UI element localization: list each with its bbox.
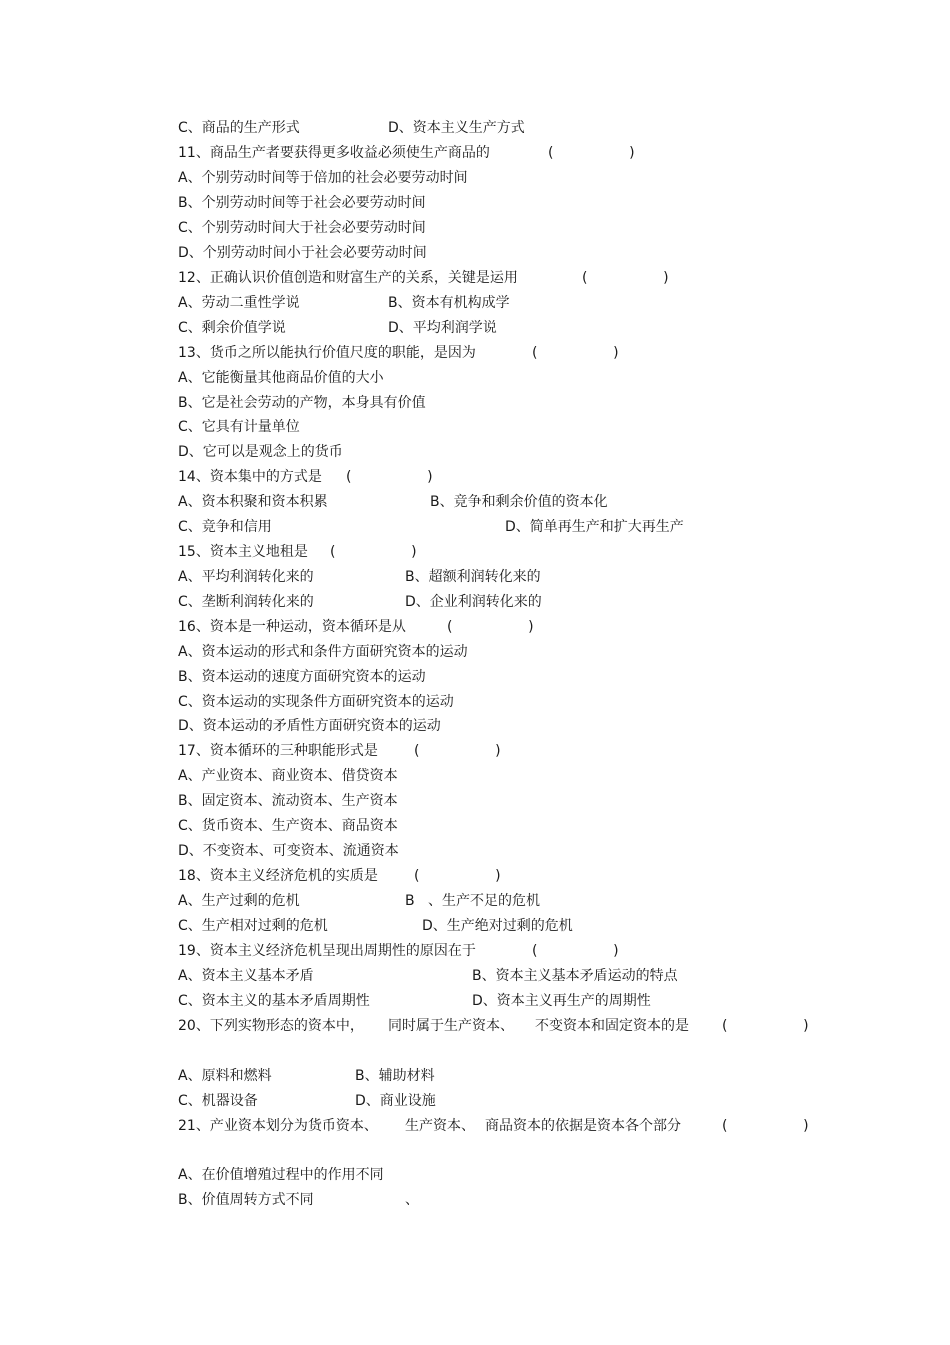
option-b: B、竞争和剩余价值的资本化 xyxy=(430,494,608,510)
option-a: A、个别劳动时间等于倍加的社会必要劳动时间 xyxy=(178,170,468,186)
option-c: C、机器设备 xyxy=(178,1093,258,1109)
option-b: B、超额利润转化来的 xyxy=(405,569,541,585)
option-d: D、资本主义再生产的周期性 xyxy=(472,993,651,1009)
question-16: 16、资本是一种运动，资本循环是从 xyxy=(178,619,406,635)
option-c: C、生产相对过剩的危机 xyxy=(178,918,328,934)
option-a: A、资本积聚和资本积累 xyxy=(178,494,328,510)
option-c: C、个别劳动时间大于社会必要劳动时间 xyxy=(178,220,426,236)
option-a: A、它能衡量其他商品价值的大小 xyxy=(178,370,384,386)
question-11: 11、商品生产者要获得更多收益必须使生产商品的 xyxy=(178,145,490,161)
option-c: C、它具有计量单位 xyxy=(178,419,300,435)
answer-blank: ( ) xyxy=(722,1118,809,1134)
option-c: C、垄断利润转化来的 xyxy=(178,594,314,610)
question-14: 14、资本集中的方式是 xyxy=(178,469,322,485)
question-21-part: 生产资本、 xyxy=(405,1118,475,1134)
option-b: B、个别劳动时间等于社会必要劳动时间 xyxy=(178,195,426,211)
option-b: B、资本有机构成学 xyxy=(388,295,510,311)
question-15: 15、资本主义地租是 xyxy=(178,544,308,560)
question-21-part: 商品资本的依据是资本各个部分 xyxy=(485,1118,681,1134)
option-c: C、竞争和信用 xyxy=(178,519,272,535)
option-b: B、资本主义基本矛盾运动的特点 xyxy=(472,968,678,984)
option-c: C、资本运动的实现条件方面研究资本的运动 xyxy=(178,694,454,710)
option-b: 、生产不足的危机 xyxy=(428,893,540,909)
answer-blank: ( ) xyxy=(414,743,501,759)
punctuation-mark: 、 xyxy=(405,1192,419,1208)
option-c: C、商品的生产形式 xyxy=(178,120,300,136)
question-17: 17、资本循环的三种职能形式是 xyxy=(178,743,378,759)
option-d: D、生产绝对过剩的危机 xyxy=(422,918,573,934)
question-18: 18、资本主义经济危机的实质是 xyxy=(178,868,378,884)
question-12: 12、正确认识价值创造和财富生产的关系，关键是运用 xyxy=(178,270,518,286)
option-a: A、平均利润转化来的 xyxy=(178,569,314,585)
option-d: D、企业利润转化来的 xyxy=(405,594,542,610)
option-b: B、辅助材料 xyxy=(355,1068,435,1084)
option-d: D、资本主义生产方式 xyxy=(388,120,525,136)
option-d: D、它可以是观念上的货币 xyxy=(178,444,343,460)
answer-blank: ( ) xyxy=(414,868,501,884)
option-b: B、资本运动的速度方面研究资本的运动 xyxy=(178,669,426,685)
answer-blank: ( ) xyxy=(330,544,417,560)
answer-blank: ( ) xyxy=(722,1018,809,1034)
answer-blank: ( ) xyxy=(447,619,534,635)
question-20-part: 不变资本和固定资本的是 xyxy=(535,1018,689,1034)
option-d: D、简单再生产和扩大再生产 xyxy=(505,519,684,535)
question-13: 13、货币之所以能执行价值尺度的职能，是因为 xyxy=(178,345,476,361)
option-d: D、资本运动的矛盾性方面研究资本的运动 xyxy=(178,718,441,734)
answer-blank: ( ) xyxy=(548,145,635,161)
question-20: 20、下列实物形态的资本中， xyxy=(178,1018,364,1034)
question-20-part: 同时属于生产资本、 xyxy=(388,1018,514,1034)
question-19: 19、资本主义经济危机呈现出周期性的原因在于 xyxy=(178,943,476,959)
option-a: A、产业资本、商业资本、借贷资本 xyxy=(178,768,398,784)
option-b: B、它是社会劳动的产物，本身具有价值 xyxy=(178,395,426,411)
option-c: C、剩余价值学说 xyxy=(178,320,286,336)
option-a: A、在价值增殖过程中的作用不同 xyxy=(178,1167,384,1183)
answer-blank: ( ) xyxy=(532,345,619,361)
option-a: A、生产过剩的危机 xyxy=(178,893,300,909)
option-d: D、商业设施 xyxy=(355,1093,436,1109)
option-a: A、劳动二重性学说 xyxy=(178,295,300,311)
option-b-letter: B xyxy=(405,893,415,909)
option-b: B、固定资本、流动资本、生产资本 xyxy=(178,793,398,809)
answer-blank: ( ) xyxy=(582,270,669,286)
option-d: D、不变资本、可变资本、流通资本 xyxy=(178,843,399,859)
option-c: C、资本主义的基本矛盾周期性 xyxy=(178,993,370,1009)
question-21: 21、产业资本划分为货币资本、 xyxy=(178,1118,378,1134)
option-a: A、资本主义基本矛盾 xyxy=(178,968,314,984)
option-a: A、资本运动的形式和条件方面研究资本的运动 xyxy=(178,644,468,660)
option-a: A、原料和燃料 xyxy=(178,1068,272,1084)
option-c: C、货币资本、生产资本、商品资本 xyxy=(178,818,398,834)
answer-blank: ( ) xyxy=(346,469,433,485)
option-d: D、平均利润学说 xyxy=(388,320,497,336)
option-d: D、个别劳动时间小于社会必要劳动时间 xyxy=(178,245,427,261)
option-b: B、价值周转方式不同 xyxy=(178,1192,314,1208)
answer-blank: ( ) xyxy=(532,943,619,959)
